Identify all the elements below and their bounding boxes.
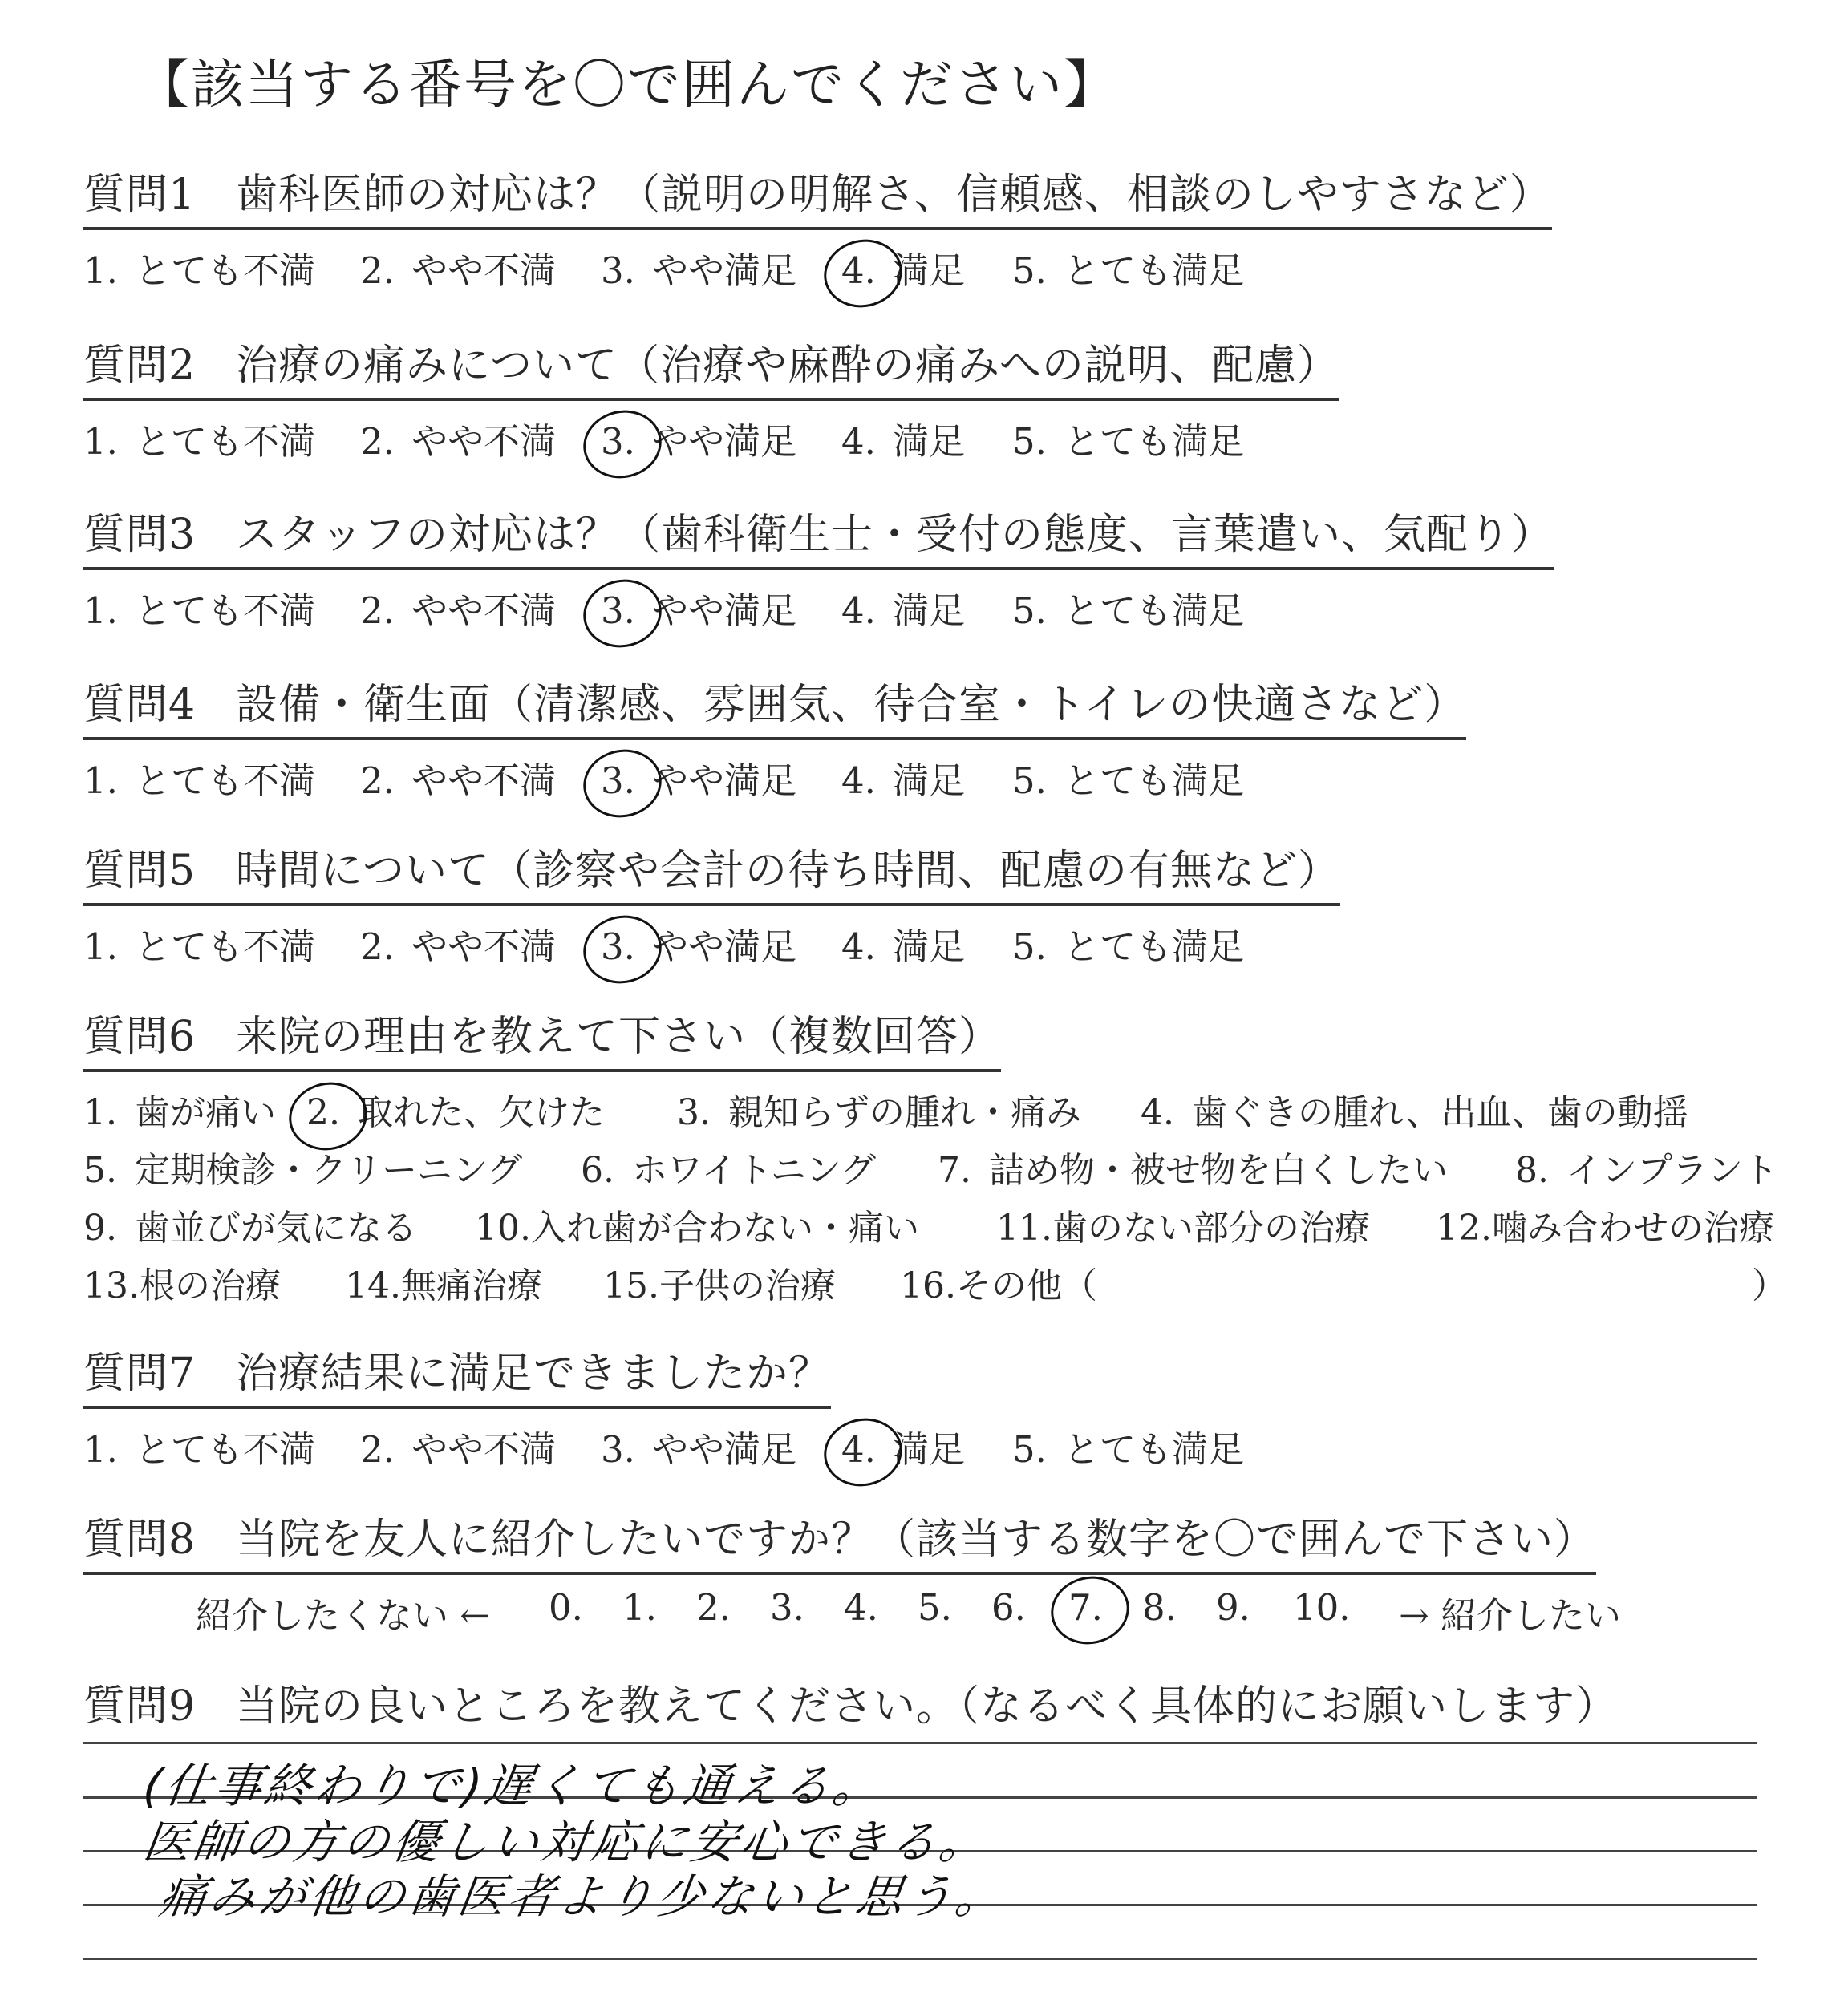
reason-option[interactable]: 12.噛み合わせの治療 bbox=[1436, 1208, 1774, 1249]
reason-row-3 bbox=[83, 1199, 1774, 1257]
scale-option-selected[interactable]: 7. bbox=[1068, 1586, 1120, 1629]
option-5[interactable]: 5. とても満足 bbox=[1012, 759, 1245, 802]
option-1[interactable]: 1. とても不満 bbox=[83, 1428, 316, 1471]
question-label: 質問3 bbox=[83, 511, 197, 559]
question-6 bbox=[83, 1002, 1787, 1314]
option-2[interactable]: 2. やや不満 bbox=[360, 759, 557, 802]
reason-row-2 bbox=[83, 1141, 1778, 1199]
reason-option[interactable]: 8. インプラント bbox=[1515, 1150, 1778, 1191]
question-5-heading bbox=[83, 836, 1340, 906]
option-4[interactable]: 4. 満足 bbox=[841, 925, 966, 968]
reason-option[interactable]: 13.根の治療 bbox=[83, 1265, 281, 1306]
question-4 bbox=[83, 670, 1466, 808]
rating-options bbox=[83, 917, 1340, 974]
question-text: スタッフの対応は？（歯科衛生士・受付の態度、言葉遣い、気配り） bbox=[236, 511, 1554, 559]
option-4[interactable]: 4. 満足 bbox=[841, 759, 966, 802]
option-2[interactable]: 2. やや不満 bbox=[360, 249, 557, 292]
rating-options bbox=[83, 1420, 1245, 1476]
option-3-selected[interactable]: 3. やや満足 bbox=[601, 917, 796, 970]
question-9-heading bbox=[83, 1672, 1618, 1732]
reason-option[interactable]: 4. 歯ぐきの腫れ、出血、歯の動揺 bbox=[1141, 1092, 1688, 1133]
question-label: 質問1 bbox=[83, 171, 197, 219]
question-6-heading bbox=[83, 1002, 1001, 1072]
question-2-heading bbox=[83, 331, 1339, 401]
option-2[interactable]: 2. やや不満 bbox=[360, 925, 557, 968]
handwritten-answer-line-3: 痛みが他の歯医者より少ないと思う。 bbox=[156, 1869, 1010, 1924]
option-4-selected[interactable]: 4. 満足 bbox=[841, 241, 965, 294]
page-title: 【該当する番号を〇で囲んでください】 bbox=[136, 54, 1118, 115]
option-1[interactable]: 1. とても不満 bbox=[83, 249, 316, 292]
reason-option-selected[interactable]: 2. 取れた、欠けた bbox=[306, 1083, 605, 1135]
reason-option[interactable]: 9. 歯並びが気になる bbox=[83, 1208, 417, 1249]
option-3[interactable]: 3. やや満足 bbox=[601, 1428, 797, 1471]
answer-line bbox=[83, 1958, 1757, 1960]
scale-option[interactable]: 10. bbox=[1293, 1586, 1351, 1629]
rating-options bbox=[83, 751, 1466, 808]
option-3[interactable]: 3. やや満足 bbox=[601, 249, 797, 292]
reason-option[interactable]: 14.無痛治療 bbox=[345, 1265, 542, 1306]
option-1[interactable]: 1. とても不満 bbox=[83, 420, 316, 463]
scale-option[interactable]: 5. bbox=[918, 1586, 952, 1629]
question-text: 当院の良いところを教えてください。（なるべく具体的にお願いします） bbox=[236, 1682, 1619, 1731]
answer-line bbox=[83, 1742, 1757, 1744]
option-4-selected[interactable]: 4. 満足 bbox=[841, 1420, 965, 1472]
option-3-selected[interactable]: 3. やや満足 bbox=[601, 751, 796, 804]
question-text: 当院を友人に紹介したいですか？（該当する数字を〇で囲んで下さい） bbox=[236, 1516, 1597, 1564]
question-label: 質問7 bbox=[83, 1350, 197, 1398]
question-label: 質問9 bbox=[83, 1682, 197, 1731]
handwritten-answer-line-1: (仕事終わりで)遅くても通える。 bbox=[140, 1759, 887, 1813]
question-text: 時間について（診察や会計の待ち時間、配慮の有無など） bbox=[236, 847, 1340, 895]
question-7-heading bbox=[83, 1339, 831, 1409]
question-9 bbox=[83, 1672, 1618, 1732]
handwritten-answer-line-2: 医師の方の優しい対応に安心できる。 bbox=[140, 1815, 994, 1869]
question-label: 質問8 bbox=[83, 1516, 197, 1564]
question-text: 歯科医師の対応は？（説明の明解さ、信頼感、相談のしやすさなど） bbox=[236, 171, 1552, 219]
question-text: 治療の痛みについて（治療や麻酔の痛みへの説明、配慮） bbox=[236, 342, 1339, 390]
option-2[interactable]: 2. やや不満 bbox=[360, 589, 557, 632]
question-4-heading bbox=[83, 670, 1466, 740]
question-1 bbox=[83, 160, 1552, 298]
question-text: 設備・衛生面（清潔感、雰囲気、待合室・トイレの快適さなど） bbox=[236, 681, 1467, 729]
question-1-heading bbox=[83, 160, 1552, 230]
option-4[interactable]: 4. 満足 bbox=[841, 420, 966, 463]
question-5 bbox=[83, 836, 1340, 974]
recommend-scale bbox=[83, 1586, 1622, 1642]
option-3-selected[interactable]: 3. やや満足 bbox=[601, 581, 796, 634]
question-3 bbox=[83, 500, 1554, 638]
question-3-heading bbox=[83, 500, 1554, 570]
scale-option[interactable]: 3. bbox=[770, 1586, 804, 1629]
question-8 bbox=[83, 1505, 1622, 1642]
reason-option[interactable]: 6. ホワイトニング bbox=[581, 1150, 877, 1191]
reason-option-other[interactable]: 16.その他（ bbox=[900, 1265, 1097, 1306]
scale-option[interactable]: 9. bbox=[1216, 1586, 1250, 1629]
rating-options bbox=[83, 412, 1339, 468]
scale-left-label: 紹介したくない ← bbox=[196, 1594, 491, 1637]
scale-right-label: → 紹介したい bbox=[1399, 1594, 1622, 1637]
reason-row-1 bbox=[83, 1083, 1688, 1141]
question-text: 来院の理由を教えて下さい（複数回答） bbox=[236, 1013, 1002, 1061]
option-5[interactable]: 5. とても満足 bbox=[1012, 589, 1245, 632]
option-5[interactable]: 5. とても満足 bbox=[1012, 925, 1245, 968]
option-2[interactable]: 2. やや不満 bbox=[360, 420, 557, 463]
option-5[interactable]: 5. とても満足 bbox=[1012, 1428, 1245, 1471]
question-label: 質問4 bbox=[83, 681, 197, 729]
reason-option[interactable]: 10.入れ歯が合わない・痛い bbox=[475, 1208, 919, 1249]
question-text: 治療結果に満足できましたか？ bbox=[236, 1350, 832, 1398]
scale-option[interactable]: 2. bbox=[696, 1586, 731, 1629]
question-2 bbox=[83, 331, 1339, 468]
option-5[interactable]: 5. とても満足 bbox=[1012, 420, 1245, 463]
reason-option[interactable]: 5. 定期検診・クリーニング bbox=[83, 1150, 523, 1191]
option-5[interactable]: 5. とても満足 bbox=[1012, 249, 1245, 292]
question-label: 質問6 bbox=[83, 1013, 197, 1061]
other-close-paren: ） bbox=[1752, 1265, 1787, 1306]
option-4[interactable]: 4. 満足 bbox=[841, 589, 966, 632]
question-8-heading bbox=[83, 1505, 1596, 1575]
reason-row-4 bbox=[83, 1257, 1787, 1314]
question-label: 質問2 bbox=[83, 342, 197, 390]
option-1[interactable]: 1. とても不満 bbox=[83, 925, 316, 968]
question-7 bbox=[83, 1339, 1245, 1476]
reason-options bbox=[83, 1083, 1787, 1314]
reason-option[interactable]: 15.子供の治療 bbox=[603, 1265, 836, 1306]
scale-option[interactable]: 8. bbox=[1142, 1586, 1177, 1629]
scale-option[interactable]: 0. bbox=[549, 1586, 583, 1629]
reason-option[interactable]: 11.歯のない部分の治療 bbox=[996, 1208, 1370, 1249]
rating-options bbox=[83, 241, 1552, 298]
option-1[interactable]: 1. とても不満 bbox=[83, 759, 316, 802]
rating-options bbox=[83, 581, 1554, 638]
option-1[interactable]: 1. とても不満 bbox=[83, 589, 316, 632]
scale-option[interactable]: 1. bbox=[622, 1586, 657, 1629]
reason-option[interactable]: 3. 親知らずの腫れ・痛み bbox=[677, 1092, 1081, 1133]
question-label: 質問5 bbox=[83, 847, 197, 895]
scale-option[interactable]: 4. bbox=[844, 1586, 878, 1629]
scale-option[interactable]: 6. bbox=[991, 1586, 1026, 1629]
reason-option[interactable]: 7. 詰め物・被せ物を白くしたい bbox=[938, 1150, 1448, 1191]
option-3-selected[interactable]: 3. やや満足 bbox=[601, 412, 796, 464]
reason-option[interactable]: 1. 歯が痛い bbox=[83, 1092, 276, 1133]
option-2[interactable]: 2. やや不満 bbox=[360, 1428, 557, 1471]
